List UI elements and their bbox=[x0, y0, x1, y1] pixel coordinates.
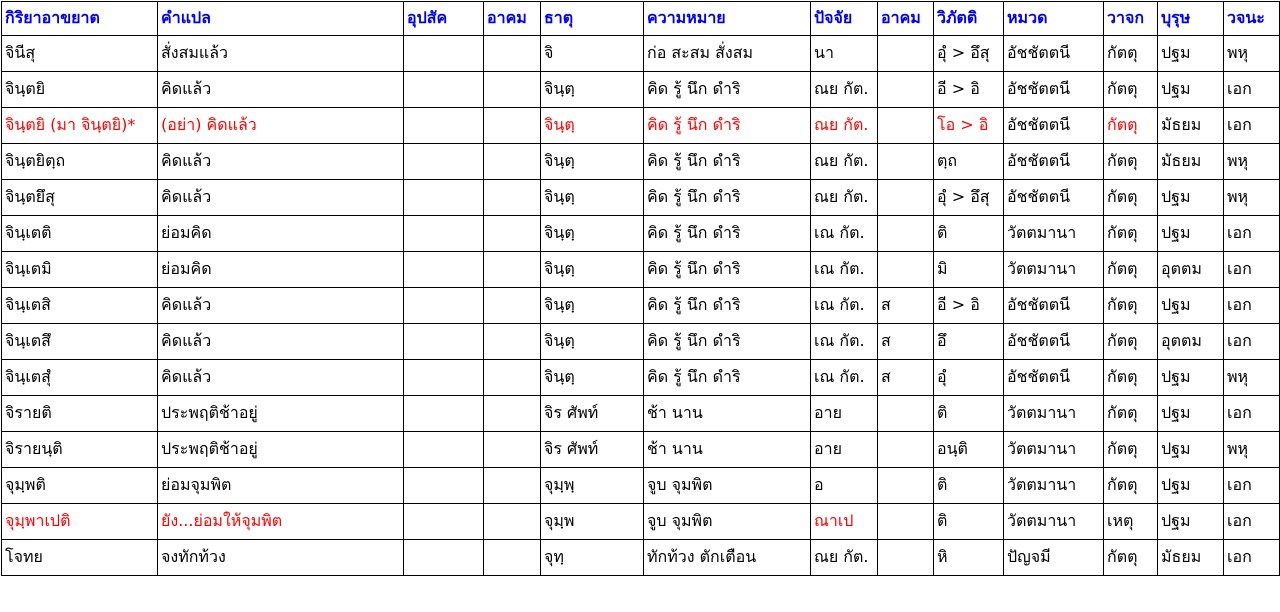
cell-meaning: จูบ จุมพิต bbox=[644, 468, 811, 504]
cell-verb-form: จินฺตยึสุ bbox=[2, 180, 158, 216]
cell-meaning: คิด รู้ นึก ดำริ bbox=[644, 360, 811, 396]
cell-suffix: ณย กัต. bbox=[811, 108, 878, 144]
cell-augment-2 bbox=[878, 468, 934, 504]
cell-meaning: คิด รู้ นึก ดำริ bbox=[644, 252, 811, 288]
table-row bbox=[2, 324, 1280, 360]
cell-meaning: ทักท้วง ตักเตือน bbox=[644, 540, 811, 576]
column-header-translation: คำแปล bbox=[158, 2, 404, 36]
cell-tense-category: วัตตมานา bbox=[1004, 216, 1104, 252]
column-header-augment-2: อาคม bbox=[878, 2, 934, 36]
cell-augment bbox=[484, 504, 541, 540]
cell-meaning: คิด รู้ นึก ดำริ bbox=[644, 72, 811, 108]
cell-prefix bbox=[404, 396, 484, 432]
cell-translation: คิดแล้ว bbox=[158, 288, 404, 324]
cell-augment-2 bbox=[878, 180, 934, 216]
cell-root: จุมฺพฺ bbox=[541, 468, 644, 504]
cell-tense-category: วัตตมานา bbox=[1004, 396, 1104, 432]
cell-tense-category: วัตตมานา bbox=[1004, 504, 1104, 540]
cell-person: อุตตม bbox=[1158, 252, 1224, 288]
cell-voice: กัตตุ bbox=[1104, 108, 1158, 144]
cell-augment bbox=[484, 180, 541, 216]
cell-augment bbox=[484, 288, 541, 324]
cell-verb-form: จิรายติ bbox=[2, 396, 158, 432]
cell-augment bbox=[484, 72, 541, 108]
cell-translation: คิดแล้ว bbox=[158, 144, 404, 180]
cell-ending: อี > อิ bbox=[934, 288, 1004, 324]
cell-translation: ย่อมคิด bbox=[158, 216, 404, 252]
cell-translation: คิดแล้ว bbox=[158, 360, 404, 396]
cell-verb-form: จินฺเตติ bbox=[2, 216, 158, 252]
cell-ending: ติ bbox=[934, 396, 1004, 432]
column-header-number: วจนะ bbox=[1224, 2, 1280, 36]
column-header-tense-category: หมวด bbox=[1004, 2, 1104, 36]
table-row bbox=[2, 540, 1280, 576]
cell-suffix: อาย bbox=[811, 432, 878, 468]
cell-augment bbox=[484, 324, 541, 360]
cell-tense-category: อัชชัตตนี bbox=[1004, 36, 1104, 72]
cell-suffix: อ bbox=[811, 468, 878, 504]
cell-ending: อุํ bbox=[934, 360, 1004, 396]
cell-number: พหุ bbox=[1224, 432, 1280, 468]
cell-voice: กัตตุ bbox=[1104, 216, 1158, 252]
cell-person: ปฐม bbox=[1158, 468, 1224, 504]
cell-translation: คิดแล้ว bbox=[158, 324, 404, 360]
cell-number: เอก bbox=[1224, 288, 1280, 324]
cell-person: ปฐม bbox=[1158, 432, 1224, 468]
cell-tense-category: อัชชัตตนี bbox=[1004, 144, 1104, 180]
cell-root: จินฺตฺ bbox=[541, 108, 644, 144]
cell-verb-form: จินฺเตมิ bbox=[2, 252, 158, 288]
cell-meaning: คิด รู้ นึก ดำริ bbox=[644, 144, 811, 180]
cell-translation: ย่อมจุมพิต bbox=[158, 468, 404, 504]
cell-prefix bbox=[404, 144, 484, 180]
cell-tense-category: อัชชัตตนี bbox=[1004, 180, 1104, 216]
cell-suffix: อาย bbox=[811, 396, 878, 432]
cell-verb-form: จินฺตยิตฺถ bbox=[2, 144, 158, 180]
cell-number: เอก bbox=[1224, 72, 1280, 108]
cell-number: พหุ bbox=[1224, 36, 1280, 72]
cell-suffix: ณย กัต. bbox=[811, 180, 878, 216]
cell-person: ปฐม bbox=[1158, 180, 1224, 216]
cell-translation: ประพฤติช้าอยู่ bbox=[158, 396, 404, 432]
cell-translation: ประพฤติช้าอยู่ bbox=[158, 432, 404, 468]
cell-verb-form: จินฺเตสิ bbox=[2, 288, 158, 324]
cell-person: ปฐม bbox=[1158, 72, 1224, 108]
verb-conjugation-table bbox=[1, 1, 1280, 576]
column-header-meaning: ความหมาย bbox=[644, 2, 811, 36]
cell-root: จุมฺพ bbox=[541, 504, 644, 540]
cell-ending: มิ bbox=[934, 252, 1004, 288]
cell-root: จินฺตฺ bbox=[541, 180, 644, 216]
cell-person: ปฐม bbox=[1158, 216, 1224, 252]
cell-augment-2 bbox=[878, 216, 934, 252]
cell-augment-2 bbox=[878, 108, 934, 144]
cell-verb-form: จิรายนฺติ bbox=[2, 432, 158, 468]
cell-augment-2 bbox=[878, 144, 934, 180]
cell-meaning: ก่อ สะสม สั่งสม bbox=[644, 36, 811, 72]
cell-augment bbox=[484, 432, 541, 468]
cell-number: เอก bbox=[1224, 216, 1280, 252]
cell-ending: หิ bbox=[934, 540, 1004, 576]
cell-prefix bbox=[404, 504, 484, 540]
cell-meaning: คิด รู้ นึก ดำริ bbox=[644, 324, 811, 360]
cell-prefix bbox=[404, 36, 484, 72]
cell-root: จินฺตฺ bbox=[541, 360, 644, 396]
cell-translation: คิดแล้ว bbox=[158, 180, 404, 216]
cell-augment bbox=[484, 36, 541, 72]
cell-person: มัธยม bbox=[1158, 108, 1224, 144]
cell-verb-form: จินฺตยิ (มา จินฺตยิ)* bbox=[2, 108, 158, 144]
cell-person: มัธยม bbox=[1158, 540, 1224, 576]
cell-voice: กัตตุ bbox=[1104, 432, 1158, 468]
table-row bbox=[2, 180, 1280, 216]
column-header-root: ธาตุ bbox=[541, 2, 644, 36]
cell-root: จิ bbox=[541, 36, 644, 72]
cell-meaning: คิด รู้ นึก ดำริ bbox=[644, 180, 811, 216]
cell-tense-category: อัชชัตตนี bbox=[1004, 324, 1104, 360]
cell-verb-form: โจทย bbox=[2, 540, 158, 576]
cell-verb-form: จินฺเตสึ bbox=[2, 324, 158, 360]
cell-tense-category: อัชชัตตนี bbox=[1004, 108, 1104, 144]
cell-meaning: คิด รู้ นึก ดำริ bbox=[644, 216, 811, 252]
table-row bbox=[2, 252, 1280, 288]
cell-voice: กัตตุ bbox=[1104, 396, 1158, 432]
cell-prefix bbox=[404, 468, 484, 504]
cell-suffix: เณ กัต. bbox=[811, 324, 878, 360]
cell-tense-category: วัตตมานา bbox=[1004, 252, 1104, 288]
cell-prefix bbox=[404, 360, 484, 396]
table-row bbox=[2, 468, 1280, 504]
cell-root: จิร ศัพท์ bbox=[541, 432, 644, 468]
cell-prefix bbox=[404, 288, 484, 324]
cell-translation: ยัง...ย่อมให้จุมพิต bbox=[158, 504, 404, 540]
cell-prefix bbox=[404, 540, 484, 576]
cell-augment-2 bbox=[878, 432, 934, 468]
cell-translation: จงทักท้วง bbox=[158, 540, 404, 576]
cell-suffix: ณย กัต. bbox=[811, 144, 878, 180]
cell-meaning: ช้า นาน bbox=[644, 396, 811, 432]
cell-tense-category: อัชชัตตนี bbox=[1004, 288, 1104, 324]
cell-voice: กัตตุ bbox=[1104, 540, 1158, 576]
cell-augment-2 bbox=[878, 252, 934, 288]
cell-ending: โอ > อิ bbox=[934, 108, 1004, 144]
cell-meaning: คิด รู้ นึก ดำริ bbox=[644, 288, 811, 324]
cell-prefix bbox=[404, 108, 484, 144]
cell-root: จินฺตฺ bbox=[541, 144, 644, 180]
cell-root: จินฺตฺ bbox=[541, 72, 644, 108]
cell-tense-category: อัชชัตตนี bbox=[1004, 72, 1104, 108]
cell-suffix: เณ กัต. bbox=[811, 252, 878, 288]
cell-translation: (อย่า) คิดแล้ว bbox=[158, 108, 404, 144]
cell-suffix: เณ กัต. bbox=[811, 360, 878, 396]
cell-suffix: เณ กัต. bbox=[811, 288, 878, 324]
cell-root: จุทฺ bbox=[541, 540, 644, 576]
cell-augment bbox=[484, 396, 541, 432]
column-header-prefix: อุปสัค bbox=[404, 2, 484, 36]
cell-augment bbox=[484, 468, 541, 504]
cell-prefix bbox=[404, 72, 484, 108]
cell-number: เอก bbox=[1224, 396, 1280, 432]
cell-augment-2 bbox=[878, 72, 934, 108]
cell-voice: กัตตุ bbox=[1104, 324, 1158, 360]
cell-root: จินฺตฺ bbox=[541, 216, 644, 252]
cell-number: เอก bbox=[1224, 324, 1280, 360]
cell-augment-2: ส bbox=[878, 288, 934, 324]
cell-person: อุตตม bbox=[1158, 324, 1224, 360]
cell-ending: อุํ > อึสุ bbox=[934, 36, 1004, 72]
cell-number: เอก bbox=[1224, 504, 1280, 540]
cell-ending: อี > อิ bbox=[934, 72, 1004, 108]
cell-prefix bbox=[404, 324, 484, 360]
table-row bbox=[2, 360, 1280, 396]
cell-translation: คิดแล้ว bbox=[158, 72, 404, 108]
cell-root: จินฺตฺ bbox=[541, 252, 644, 288]
cell-augment-2 bbox=[878, 36, 934, 72]
column-header-suffix: ปัจจัย bbox=[811, 2, 878, 36]
cell-verb-form: จินฺตยิ bbox=[2, 72, 158, 108]
cell-translation: สั่งสมแล้ว bbox=[158, 36, 404, 72]
table-row bbox=[2, 288, 1280, 324]
cell-tense-category: อัชชัตตนี bbox=[1004, 360, 1104, 396]
cell-augment bbox=[484, 252, 541, 288]
cell-suffix: ณาเป bbox=[811, 504, 878, 540]
table-row bbox=[2, 36, 1280, 72]
cell-person: ปฐม bbox=[1158, 36, 1224, 72]
cell-augment-2: ส bbox=[878, 324, 934, 360]
cell-prefix bbox=[404, 180, 484, 216]
cell-number: เอก bbox=[1224, 468, 1280, 504]
cell-ending: ติ bbox=[934, 216, 1004, 252]
cell-ending: ติ bbox=[934, 468, 1004, 504]
cell-augment bbox=[484, 360, 541, 396]
cell-meaning: ช้า นาน bbox=[644, 432, 811, 468]
column-header-ending: วิภัตติ bbox=[934, 2, 1004, 36]
cell-augment bbox=[484, 540, 541, 576]
cell-root: จิร ศัพท์ bbox=[541, 396, 644, 432]
cell-prefix bbox=[404, 252, 484, 288]
table-body bbox=[2, 36, 1280, 576]
cell-tense-category: วัตตมานา bbox=[1004, 468, 1104, 504]
cell-ending: อนฺติ bbox=[934, 432, 1004, 468]
table-row bbox=[2, 396, 1280, 432]
cell-root: จินฺตฺ bbox=[541, 324, 644, 360]
table-row bbox=[2, 504, 1280, 540]
table-row bbox=[2, 432, 1280, 468]
cell-meaning: คิด รู้ นึก ดำริ bbox=[644, 108, 811, 144]
cell-ending: ติ bbox=[934, 504, 1004, 540]
cell-voice: เหตุ bbox=[1104, 504, 1158, 540]
cell-augment-2: ส bbox=[878, 360, 934, 396]
cell-voice: กัตตุ bbox=[1104, 252, 1158, 288]
column-header-augment: อาคม bbox=[484, 2, 541, 36]
cell-meaning: จูบ จุมพิต bbox=[644, 504, 811, 540]
cell-number: เอก bbox=[1224, 540, 1280, 576]
cell-prefix bbox=[404, 432, 484, 468]
cell-verb-form: จินฺเตสุํ bbox=[2, 360, 158, 396]
cell-prefix bbox=[404, 216, 484, 252]
cell-tense-category: วัตตมานา bbox=[1004, 432, 1104, 468]
cell-number: เอก bbox=[1224, 108, 1280, 144]
cell-verb-form: จินีสุ bbox=[2, 36, 158, 72]
cell-voice: กัตตุ bbox=[1104, 72, 1158, 108]
cell-person: ปฐม bbox=[1158, 288, 1224, 324]
cell-augment bbox=[484, 108, 541, 144]
cell-verb-form: จุมฺพาเปติ bbox=[2, 504, 158, 540]
cell-person: ปฐม bbox=[1158, 396, 1224, 432]
cell-voice: กัตตุ bbox=[1104, 144, 1158, 180]
cell-person: มัธยม bbox=[1158, 144, 1224, 180]
cell-voice: กัตตุ bbox=[1104, 360, 1158, 396]
cell-number: เอก bbox=[1224, 252, 1280, 288]
column-header-verb-form: กิริยาอาขยาต bbox=[2, 2, 158, 36]
cell-augment bbox=[484, 144, 541, 180]
cell-person: ปฐม bbox=[1158, 360, 1224, 396]
cell-verb-form: จุมฺพติ bbox=[2, 468, 158, 504]
table-row bbox=[2, 216, 1280, 252]
cell-suffix: ณย กัต. bbox=[811, 540, 878, 576]
column-header-person: บุรุษ bbox=[1158, 2, 1224, 36]
cell-person: ปฐม bbox=[1158, 504, 1224, 540]
cell-suffix: นา bbox=[811, 36, 878, 72]
cell-translation: ย่อมคิด bbox=[158, 252, 404, 288]
cell-voice: กัตตุ bbox=[1104, 468, 1158, 504]
cell-voice: กัตตุ bbox=[1104, 180, 1158, 216]
cell-suffix: ณย กัต. bbox=[811, 72, 878, 108]
cell-suffix: เณ กัต. bbox=[811, 216, 878, 252]
cell-voice: กัตตุ bbox=[1104, 288, 1158, 324]
cell-tense-category: ปัญจมี bbox=[1004, 540, 1104, 576]
table-row bbox=[2, 108, 1280, 144]
header-row bbox=[2, 2, 1280, 36]
cell-augment-2 bbox=[878, 504, 934, 540]
cell-voice: กัตตุ bbox=[1104, 36, 1158, 72]
cell-augment-2 bbox=[878, 540, 934, 576]
cell-augment bbox=[484, 216, 541, 252]
cell-ending: ตฺถ bbox=[934, 144, 1004, 180]
table-row bbox=[2, 72, 1280, 108]
cell-number: พหุ bbox=[1224, 180, 1280, 216]
column-header-voice: วาจก bbox=[1104, 2, 1158, 36]
cell-ending: อุํ > อึสุ bbox=[934, 180, 1004, 216]
cell-augment-2 bbox=[878, 396, 934, 432]
cell-number: พหุ bbox=[1224, 144, 1280, 180]
cell-root: จินฺตฺ bbox=[541, 288, 644, 324]
cell-ending: อึ bbox=[934, 324, 1004, 360]
table-row bbox=[2, 144, 1280, 180]
cell-number: พหุ bbox=[1224, 360, 1280, 396]
